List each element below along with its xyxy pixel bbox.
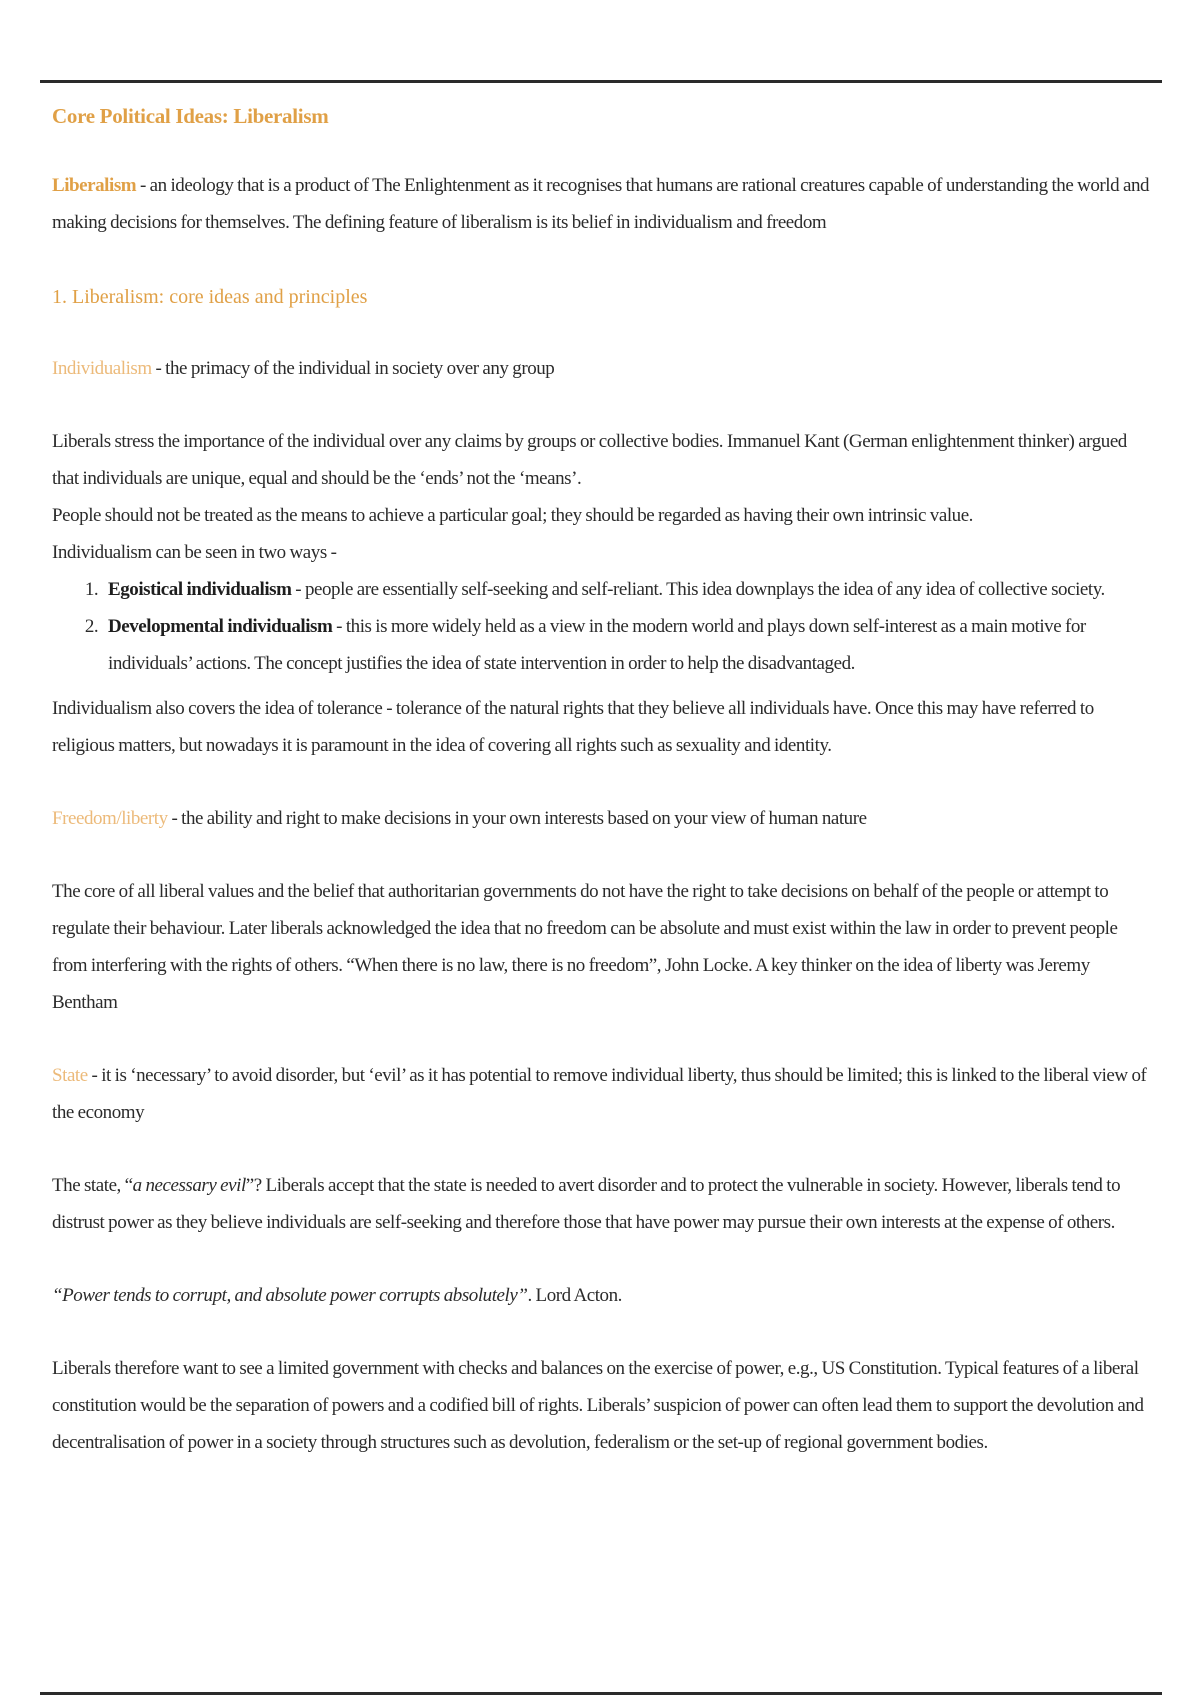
individualism-term: Individualism xyxy=(52,358,152,379)
list-item xyxy=(102,608,1152,682)
list-item-term: Developmental individualism xyxy=(108,616,333,637)
document-body xyxy=(52,104,1152,1461)
liberalism-term: Liberalism xyxy=(52,175,137,196)
acton-quote-text: “Power tends to corrupt, and absolute power corrupts absolutely” xyxy=(52,1285,528,1306)
limited-government-paragraph: Liberals therefore want to see a limited government with checks and balances on the exercise of power, e.g., US Constitution. Typical features of a liberal constitution would be the separation of powers and a codified bill of rights. Liberals’ suspicion of power can often lead them to support the devolution and decentralisation of power in a society through structures such as devolution, federalism or the set-up of regional government bodies. xyxy=(52,1358,1144,1453)
individualism-paragraph: Liberals stress the importance of the individual over any claims by groups or collective bodies. Immanuel Kant (German enlightenment thinker) argued that individuals are unique, equal and should be the ‘ends’ not the ‘means’. xyxy=(52,431,1127,489)
document-title: Core Political Ideas: Liberalism xyxy=(52,104,329,128)
list-item-text: - this is more widely held as a view in the modern world and plays down self-interest as a main motive for individuals’ actions. The concept justifies the idea of state intervention in order to help the disadvantaged. xyxy=(108,616,1086,674)
bottom-divider xyxy=(40,1692,1162,1695)
liberalism-definition: - an ideology that is a product of The Enlightenment as it recognises that humans are rational creatures capable of understanding the world and making decisions for themselves. The defining feature of liberalism is its belief in individualism and freedom xyxy=(52,175,1150,233)
individualism-intrinsic-value: People should not be treated as the means to achieve a particular goal; they should be regarded as having their own intrinsic value. xyxy=(52,505,973,526)
list-item-text: - people are essentially self-seeking and self-reliant. This idea downplays the idea of any idea of collective society. xyxy=(291,579,1105,600)
acton-attribution: . Lord Acton. xyxy=(527,1285,622,1306)
tolerance-paragraph: Individualism also covers the idea of tolerance - tolerance of the natural rights that they believe all individuals have. Once this may have referred to religious matters, but nowadays it is paramount in the idea of covering all rights such as sexuality and identity. xyxy=(52,698,1094,756)
list-item xyxy=(102,571,1152,608)
individualism-two-ways: Individualism can be seen in two ways - xyxy=(52,542,337,563)
individualism-definition-line xyxy=(52,350,1152,387)
freedom-definition-line xyxy=(52,800,1152,837)
individualism-types-list xyxy=(52,571,1152,682)
freedom-term: Freedom/liberty xyxy=(52,808,168,829)
state-term: State xyxy=(52,1065,88,1086)
state-paragraph-start: The state, “ xyxy=(52,1175,133,1196)
list-item-term: Egoistical individualism xyxy=(108,579,292,600)
section-heading: 1. Liberalism: core ideas and principles xyxy=(52,286,368,308)
freedom-definition: - the ability and right to make decisions in your own interests based on your view of human nature xyxy=(167,808,867,829)
necessary-evil-italic: a necessary evil xyxy=(132,1175,246,1196)
state-definition: - it is ‘necessary’ to avoid disorder, but ‘evil’ as it has potential to remove individual liberty, thus should be limited; this is linked to the liberal view of the economy xyxy=(52,1065,1147,1123)
state-paragraph-rest: ”? Liberals accept that the state is needed to avert disorder and to protect the vulnerable in society. However, liberals tend to distrust power as they believe individuals are self-seeking and therefore those that have power may pursue their own interests at the expense of others. xyxy=(52,1175,1121,1233)
state-definition-line xyxy=(52,1057,1152,1131)
top-divider xyxy=(40,80,1162,83)
acton-quote xyxy=(52,1277,1152,1314)
state-paragraph xyxy=(52,1167,1152,1241)
freedom-paragraph: The core of all liberal values and the belief that authoritarian governments do not have the right to take decisions on behalf of the people or attempt to regulate their behaviour. Later liberals acknowledged the idea that no freedom can be absolute and must exist within the law in order to prevent people from interfering with the rights of others. “When there is no law, there is no freedom”, John Locke. A key thinker on the idea of liberty was Jeremy Bentham xyxy=(52,881,1118,1013)
individualism-definition: - the primacy of the individual in society over any group xyxy=(151,358,555,379)
intro-paragraph xyxy=(52,167,1152,241)
